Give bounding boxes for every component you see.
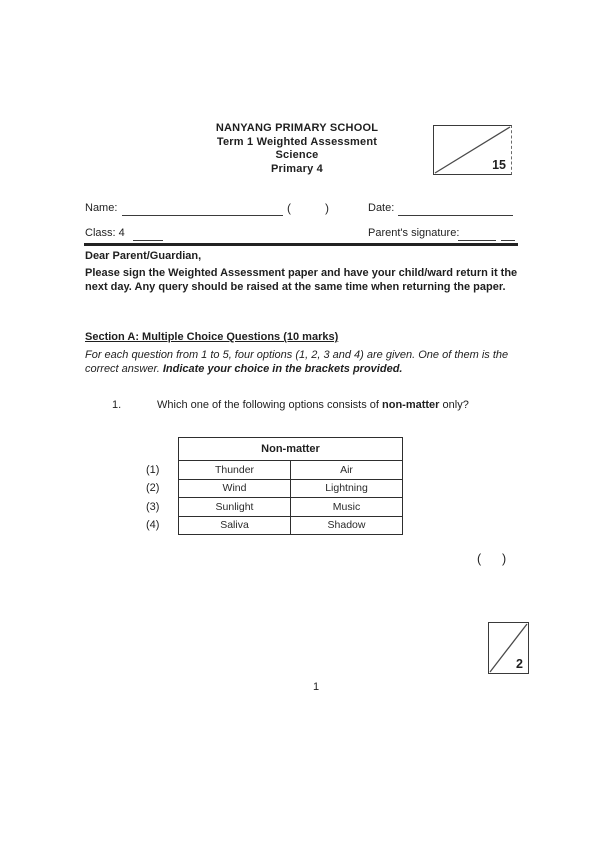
option-label-2: (2) <box>146 482 160 494</box>
parent-signature-label: Parent's signature: <box>368 227 460 239</box>
table-row <box>179 516 403 535</box>
level-name: Primary 4 <box>271 162 323 175</box>
table-cell: Wind <box>179 479 291 498</box>
index-bracket-open: ( <box>287 201 291 215</box>
instructions-bold: Indicate your choice in the brackets provided. <box>162 362 403 375</box>
table-cell: Saliva <box>179 516 291 535</box>
signature-write-line-1 <box>458 239 496 241</box>
name-write-line <box>122 214 283 216</box>
paper-header <box>181 122 413 176</box>
table-header-row <box>179 438 403 461</box>
class-label: Class: 4 <box>85 227 125 239</box>
question-1-text-before: Which one of the following options consists of <box>157 399 383 411</box>
total-marks-score-box <box>433 125 512 175</box>
question-1-text-after: only? <box>439 399 469 411</box>
question-1-text <box>157 399 523 413</box>
school-name: NANYANG PRIMARY SCHOOL <box>215 122 379 134</box>
question-1-text-bold: non-matter <box>382 399 440 411</box>
question-1-number: 1. <box>112 399 122 411</box>
instructions-normal: For each question from 1 to 5, four options (1, 2, 3 and 4) are given. One of them is the correct answer. <box>85 349 509 375</box>
question-marks-score-box <box>488 622 529 674</box>
notice-salutation: Dear Parent/Guardian, <box>85 250 202 262</box>
table-cell: Air <box>291 461 403 480</box>
section-a-heading: Section A: Multiple Choice Questions (10 marks) <box>85 331 339 343</box>
table-cell: Shadow <box>291 516 403 535</box>
table-cell: Thunder <box>179 461 291 480</box>
table-row <box>179 461 403 480</box>
signature-write-line-2 <box>501 239 515 241</box>
answer-bracket-open: ( <box>477 552 482 566</box>
question-marks-value: 2 <box>516 657 523 671</box>
table-cell: Music <box>291 498 403 517</box>
table-cell: Lightning <box>291 479 403 498</box>
page-number: 1 <box>312 681 320 693</box>
table-cell: Sunlight <box>179 498 291 517</box>
option-label-1: (1) <box>146 464 160 476</box>
index-bracket-close: ) <box>325 201 329 215</box>
section-a-instructions <box>85 349 527 376</box>
notice-body: Please sign the Weighted Assessment paper and have your child/ward return it the next day. Any query should be raised at the same time when returning the paper. <box>85 267 518 293</box>
date-write-line <box>398 214 513 216</box>
table-row <box>179 498 403 517</box>
date-label: Date: <box>368 202 395 214</box>
header-divider-rule <box>84 243 518 246</box>
assessment-title: Term 1 Weighted Assessment <box>216 135 378 148</box>
table-row <box>179 479 403 498</box>
question-1-options-table <box>178 437 403 535</box>
name-label: Name: <box>85 202 118 214</box>
answer-bracket-close: ) <box>502 552 507 566</box>
class-write-line <box>133 239 163 241</box>
option-label-4: (4) <box>146 519 160 531</box>
subject-name: Science <box>275 149 319 161</box>
option-label-3: (3) <box>146 501 160 513</box>
table-header-cell: Non-matter <box>179 438 403 461</box>
total-marks-value: 15 <box>492 158 506 172</box>
